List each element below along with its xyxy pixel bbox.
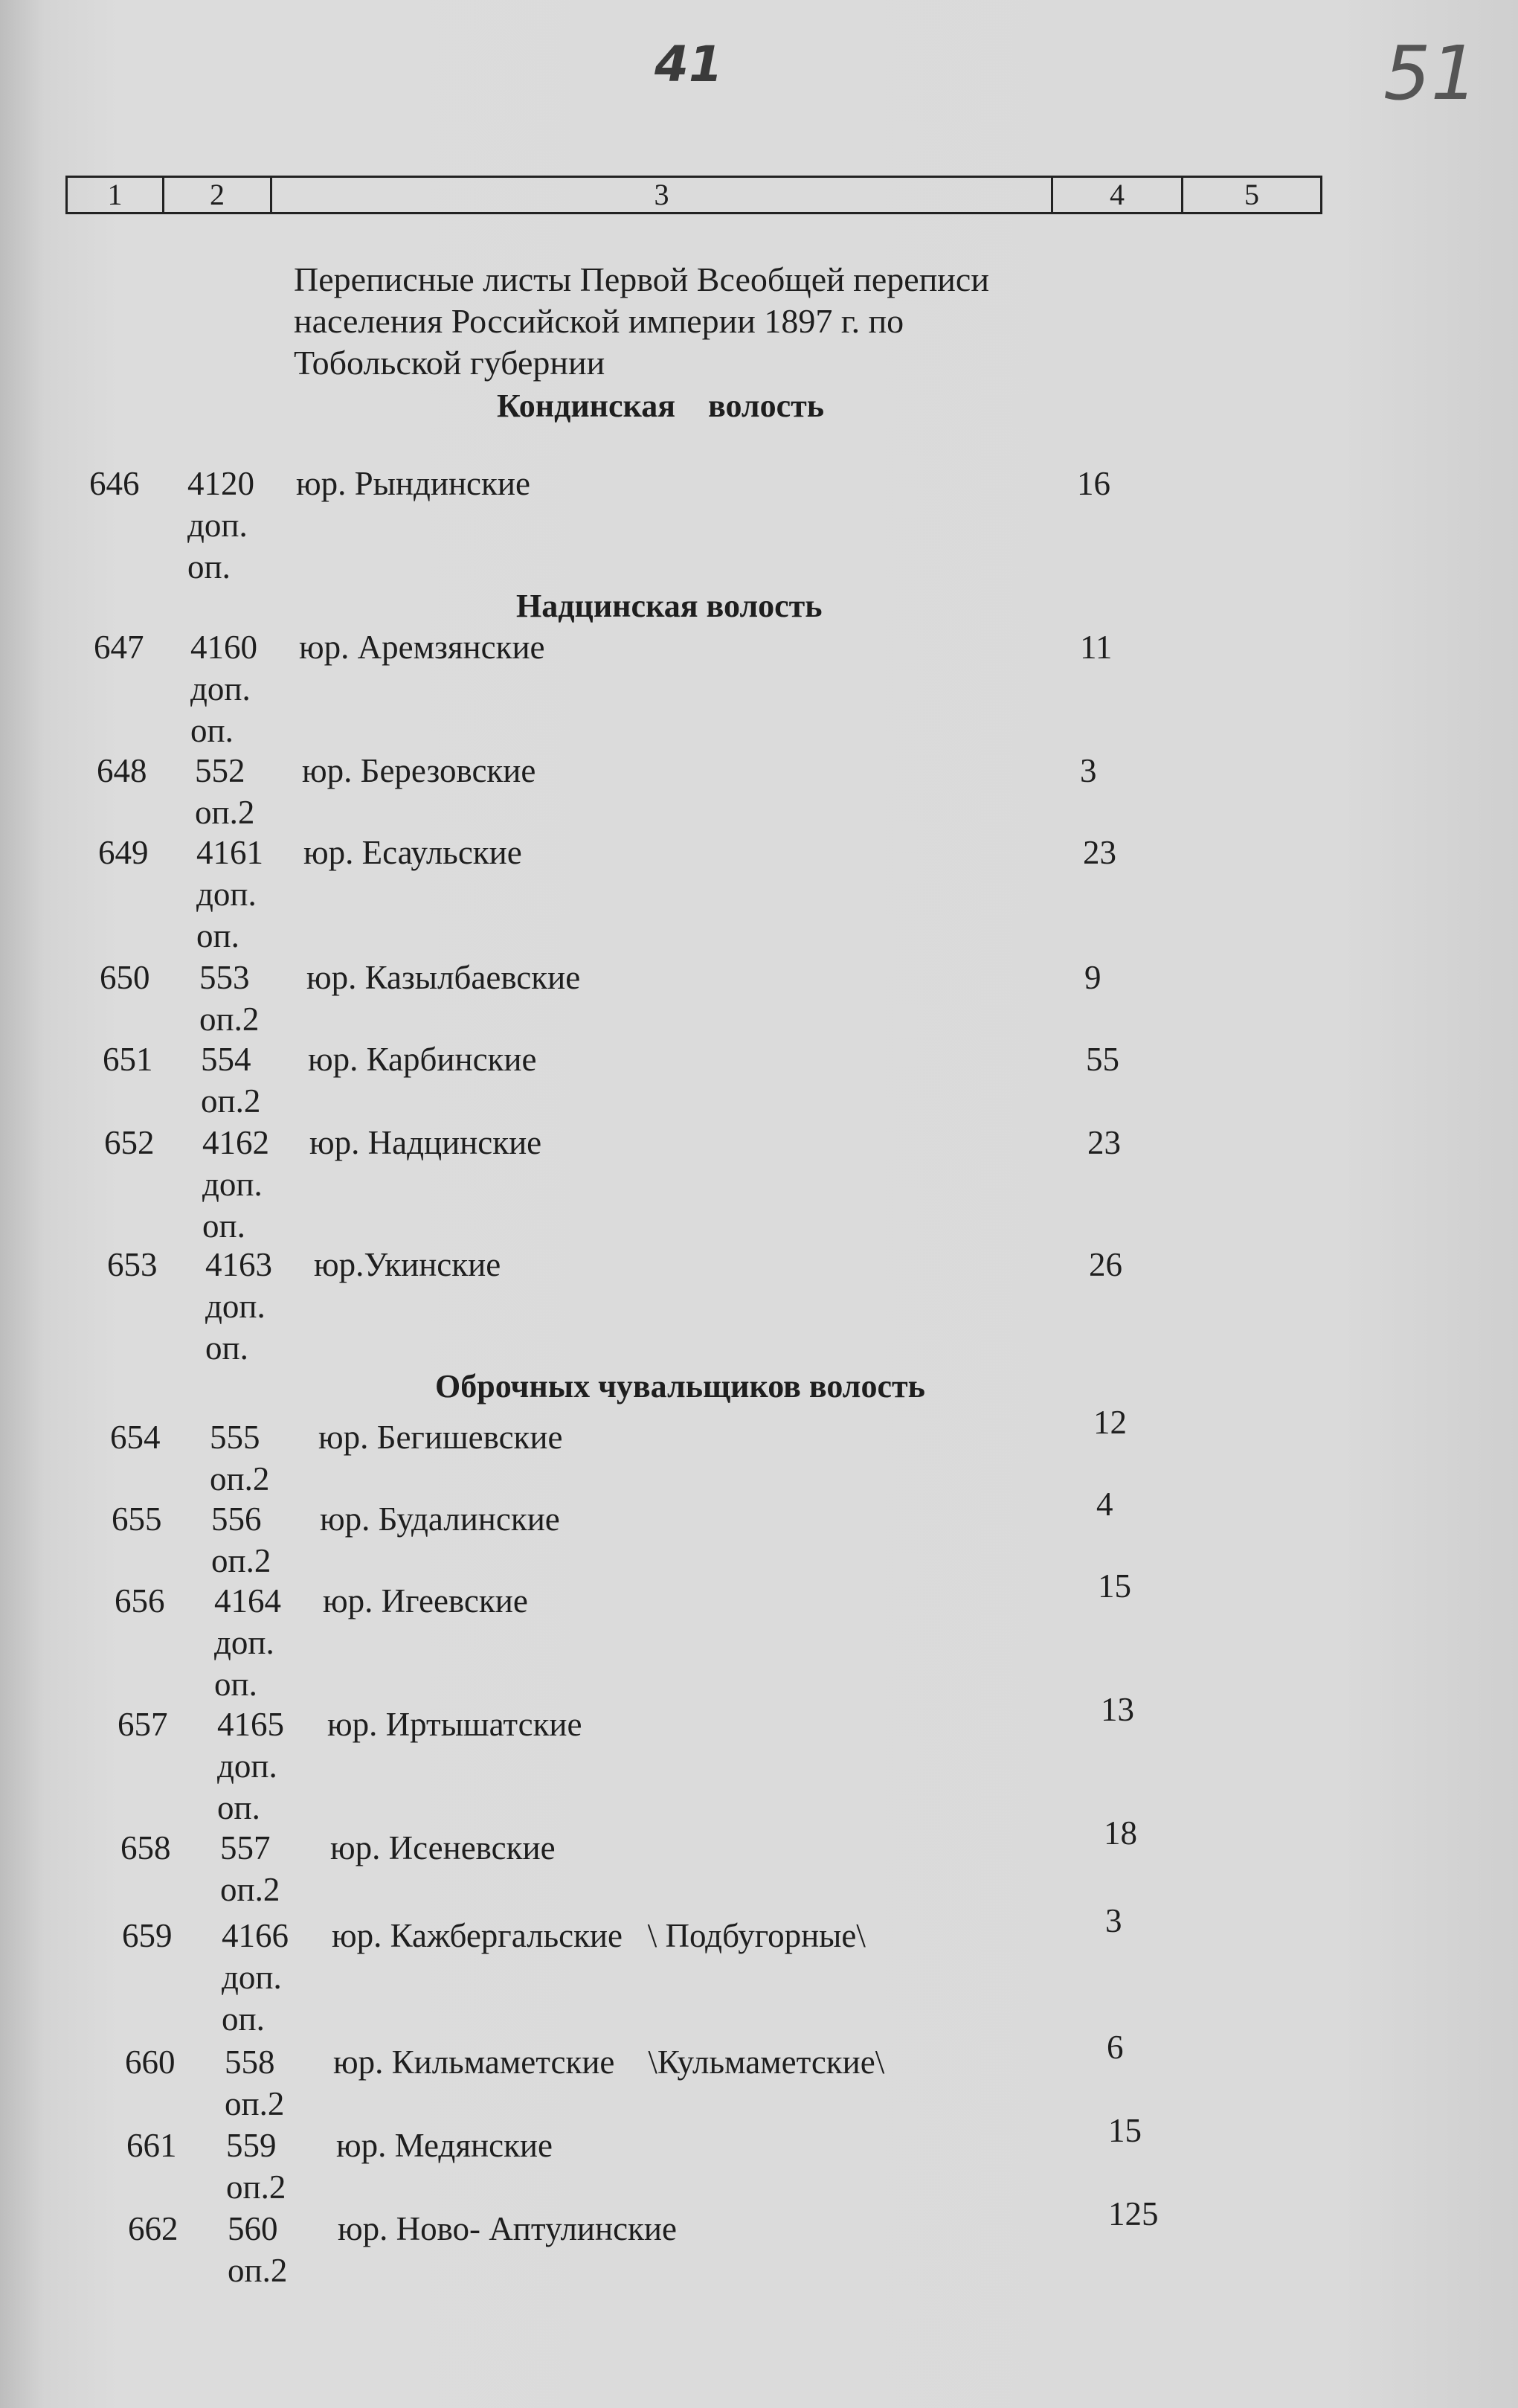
row-count: 13 (1101, 1691, 1134, 1728)
row-code: 552 оп.2 (195, 752, 255, 831)
row-number: 648 (97, 752, 147, 789)
row-count: 12 (1093, 1404, 1127, 1441)
row-number: 654 (110, 1419, 161, 1456)
row-number: 659 (122, 1917, 173, 1954)
row-count: 125 (1108, 2195, 1159, 2232)
row-name: юр. Ново- Аптулинские (338, 2210, 677, 2247)
row-code: 4164 доп. оп. (214, 1582, 281, 1703)
section-heading: Надцинская волость (516, 588, 823, 624)
intro-text (294, 259, 1038, 384)
row-code: 4162 доп. оп. (202, 1124, 269, 1245)
column-header: 2 (164, 178, 272, 212)
row-name: юр. Аремзянские (299, 629, 545, 666)
row-number: 657 (118, 1706, 168, 1743)
row-number: 649 (98, 834, 149, 871)
column-header-row (65, 176, 1322, 214)
column-header: 5 (1244, 178, 1259, 211)
column-header: 4 (1053, 178, 1183, 212)
column-header: 1 (68, 178, 164, 212)
row-name: юр. Будалинские (320, 1500, 560, 1538)
row-code: 4160 доп. оп. (190, 629, 257, 749)
row-code: 557 оп.2 (220, 1829, 280, 1908)
row-count: 18 (1104, 1814, 1137, 1852)
row-number: 658 (120, 1829, 171, 1866)
row-code: 554 оп.2 (201, 1041, 261, 1120)
row-code: 558 оп.2 (225, 2043, 285, 2122)
row-name: юр. Медянские (336, 2127, 553, 2164)
row-code: 4166 доп. оп. (222, 1917, 289, 2038)
row-count: 4 (1096, 1486, 1113, 1523)
row-code: 555 оп.2 (210, 1419, 270, 1497)
row-code: 4161 доп. оп. (196, 834, 263, 954)
row-count: 11 (1080, 629, 1113, 666)
row-number: 652 (104, 1124, 155, 1161)
row-count: 26 (1089, 1246, 1122, 1283)
intro-line: населения Российской империи 1897 г. по (294, 302, 904, 340)
row-number: 661 (126, 2127, 177, 2164)
intro-line: Переписные листы Первой Всеобщей переписи (294, 260, 989, 298)
section-heading: Оброчных чувальщиков волость (435, 1368, 925, 1404)
row-name: юр. Надцинские (309, 1124, 542, 1161)
row-count: 9 (1084, 959, 1101, 996)
row-count: 16 (1077, 465, 1110, 502)
row-count: 3 (1080, 752, 1097, 789)
row-count: 3 (1105, 1902, 1122, 1939)
column-header: 3 (272, 178, 1053, 212)
intro-line: Тобольской губернии (294, 344, 605, 382)
row-code: 560 оп.2 (228, 2210, 288, 2289)
row-name: юр. Рындинские (296, 465, 530, 502)
row-code: 4163 доп. оп. (205, 1246, 272, 1367)
row-name: юр. Исеневские (330, 1829, 556, 1866)
row-number: 653 (107, 1246, 158, 1283)
row-name: юр. Иртышатские (327, 1706, 582, 1743)
row-count: 23 (1083, 834, 1116, 871)
row-number: 646 (89, 465, 140, 502)
row-name: юр.Укинские (314, 1246, 501, 1283)
row-name: юр. Березовские (302, 752, 536, 789)
row-name: юр. Есаульские (303, 834, 522, 871)
row-number: 651 (103, 1041, 153, 1078)
row-number: 647 (94, 629, 144, 666)
row-name: юр. Кильмаметские \Кульмаметские\ (333, 2043, 885, 2081)
row-count: 15 (1108, 2112, 1142, 2149)
row-code: 4165 доп. оп. (217, 1706, 284, 1826)
section-heading: Кондинская волость (497, 388, 825, 424)
row-count: 55 (1086, 1041, 1119, 1078)
row-name: юр. Карбинские (308, 1041, 537, 1078)
row-name: юр. Кажбергальские \ Подбугорные\ (332, 1917, 866, 1954)
row-name: юр. Казылбаевские (306, 959, 581, 996)
row-number: 662 (128, 2210, 179, 2247)
row-code: 556 оп.2 (211, 1500, 271, 1579)
page-number: 41 (655, 36, 723, 93)
row-name: юр. Игеевские (323, 1582, 528, 1619)
row-count: 6 (1107, 2029, 1124, 2066)
row-number: 655 (112, 1500, 162, 1538)
row-number: 650 (100, 959, 150, 996)
row-count: 15 (1098, 1567, 1131, 1605)
row-count: 23 (1087, 1124, 1121, 1161)
row-number: 660 (125, 2043, 176, 2081)
row-code: 559 оп.2 (226, 2127, 286, 2206)
archive-number: 51 (1383, 30, 1479, 117)
row-name: юр. Бегишевские (318, 1419, 563, 1456)
row-code: 553 оп.2 (199, 959, 260, 1038)
row-code: 4120 доп. оп. (187, 465, 254, 585)
row-number: 656 (115, 1582, 165, 1619)
